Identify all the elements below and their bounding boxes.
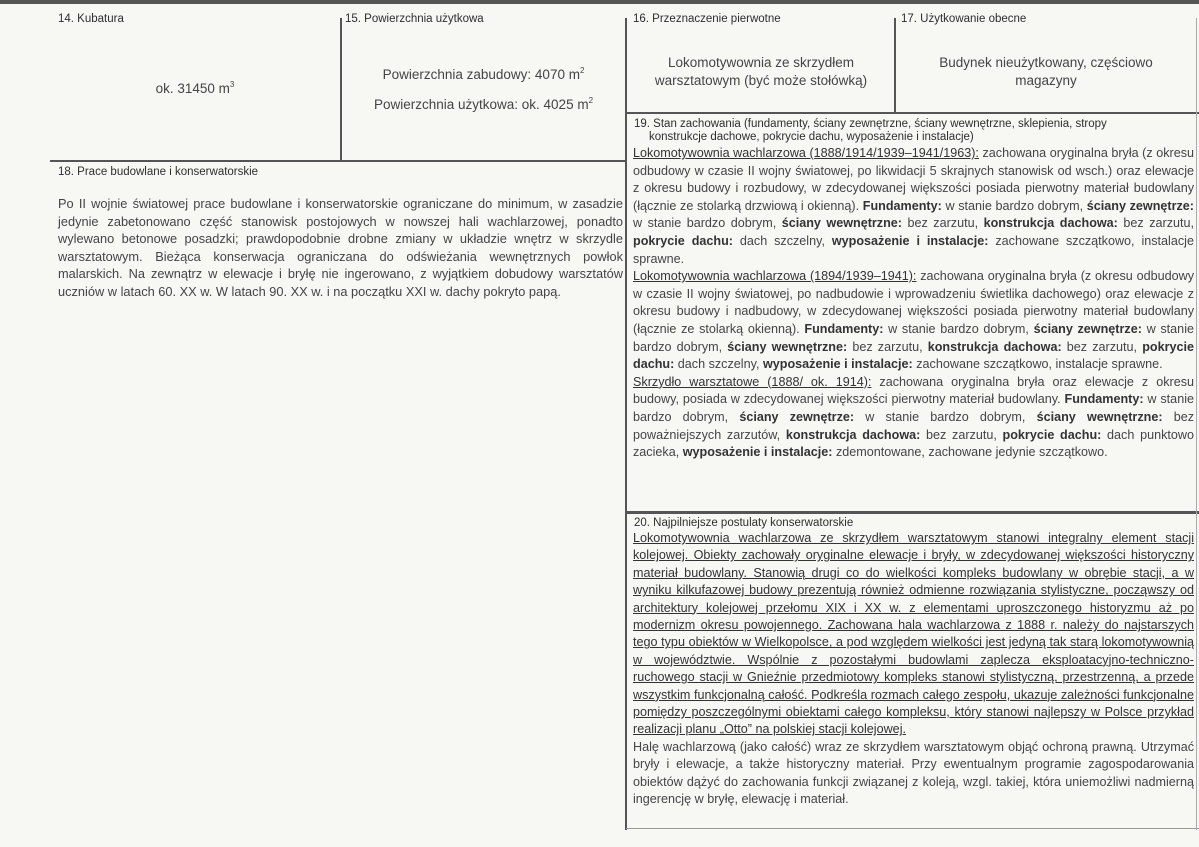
paragraph <box>633 374 1194 462</box>
underlined-heading: Lokomotywownia wachlarzowa ze skrzydłem warsztatowym stanowi integralny element stacji kolejowej. Obiekty zachowały oryginalne elewacje i bryły, w zdecydowanej większości historyczny materiał budowlany. Stanowią drugi co do wielkości kompleks budowlany w obrębie stacji, a w wyniku kilkufazowej budowy prezentują również odmienne rozwiązania stylistyczne, począwszy od architektury kolejowej przełomu XIX i XX w. z elementami uproszczonego historyzmu aż po modernizm okresu powojennego. Zachowana hala wachlarzowa z 1888 r. należy do najstarszych tego typu obiektów w Wielkopolsce, a pod względem wielkości jest jedyną tak starą lokomotywownią w województwie. Wspólnie z pozostałymi budowlami zaplecza eksploatacyjno-techniczno-ruchowego stacji w Gnieźnie przedmiotowy kompleks stanowi stylistyczną, przestrzenną, a przede wszystkim funkcjonalną całość. Podkreśla rozmach całego zespołu, ukazuje zależności funkcjonalne pomiędzy poszczególnymi obiektami całego kompleksu, który stanowi najlepszy w Polsce przykład realizacji planu „Otto” na polskiej stacji kolejowej. <box>633 531 1194 737</box>
bold-label: ściany zewnętrze: <box>1033 321 1142 336</box>
divider <box>1196 18 1197 830</box>
text-run: bez zarzutu, <box>1061 339 1143 354</box>
value: ok. 4025 m <box>518 97 589 112</box>
text-run: zachowana oryginalna bryła (z okresu odbudowy w czasie II wojny światowej, po likwidacji 5 skrajnych stanowisk od wsch.) oraz elewacje z okresu budowy i rozbudowy, w zdecydowanej większości posiada pierwotny materiał budowlany (łącznie ze stolarką drzwiową i okienną). <box>633 146 1194 213</box>
section-header: 16. Przeznaczenie pierwotne <box>633 13 781 25</box>
header-line: 19. Stan zachowania (fundamenty, ściany zewnętrzne, ściany wewnętrzne, sklepienia, stropy <box>634 118 1107 130</box>
bold-label: Fundamenty: <box>1064 392 1144 407</box>
section-header <box>634 118 1194 144</box>
built-area <box>342 66 625 84</box>
text-run: bez zarzutu, <box>920 427 1003 442</box>
bold-label: wyposażenie i instalacje: <box>762 357 913 372</box>
underlined-heading: Lokomotywownia wachlarzowa (1888/1914/1939–1941/1963): <box>633 146 979 160</box>
volume-value <box>50 80 340 98</box>
paragraph <box>633 268 1194 374</box>
bold-label: ściany zewnętrze: <box>1086 198 1195 213</box>
bold-label: wyposażenie i instalacje: <box>682 445 833 460</box>
original-purpose-text <box>628 54 894 90</box>
text-line: Lokomotywownia ze skrzydłem <box>667 55 855 70</box>
bold-label: wyposażenie i instalacje: <box>831 233 989 248</box>
bold-label: Fundamenty: <box>804 321 884 336</box>
condition-text <box>633 145 1194 462</box>
text-run: w stanie bardzo dobrym, <box>633 321 1194 354</box>
text-run: bez zarzutu, <box>902 216 984 231</box>
divider <box>625 18 627 830</box>
bold-label: ściany wewnętrzne: <box>781 216 902 231</box>
text-run: bez poważniejszych zarzutów, <box>633 409 1194 442</box>
bold-label: pokrycie dachu: <box>633 339 1194 372</box>
page-top-edge <box>0 0 1199 4</box>
bold-label: konstrukcja dachowa: <box>983 216 1118 231</box>
usable-area <box>342 96 625 114</box>
text-run: bez zarzutu, <box>847 339 928 354</box>
bold-label: ściany wewnętrzne: <box>1036 409 1163 424</box>
bold-label: pokrycie dachu: <box>1002 427 1102 442</box>
text-run: w stanie bardzo dobrym, <box>883 321 1034 336</box>
text-line: warsztatowym (być może stołówką) <box>654 73 868 88</box>
bold-label: pokrycie dachu: <box>633 233 733 248</box>
section-header: 14. Kubatura <box>58 13 124 25</box>
bold-label: ściany wewnętrzne: <box>727 339 848 354</box>
label: Powierzchnia użytkowa: <box>373 97 519 112</box>
bold-label: konstrukcja dachowa: <box>927 339 1062 354</box>
section-header: 15. Powierzchnia użytkowa <box>345 13 484 25</box>
text-run: zachowana oryginalna bryła oraz elewacje z okresu budowy, posiada w zdecydowanej większości pierwotny materiał budowlany. <box>633 374 1194 407</box>
value-text: ok. 31450 m <box>155 81 230 96</box>
divider <box>626 828 1199 829</box>
section-header: 18. Prace budowlane i konserwatorskie <box>58 166 259 178</box>
text-run: zdemontowane, zachowane jedynie szczątkowo. <box>832 445 1108 460</box>
value: 4070 m <box>531 67 580 82</box>
unit-superscript: 2 <box>588 96 594 105</box>
bold-label: Fundamenty: <box>862 198 942 213</box>
paragraph <box>633 739 1194 809</box>
unit-superscript: 3 <box>229 80 235 89</box>
text-run: Halę wachlarzową (jako całość) wraz ze skrzydłem warsztatowym objąć ochroną prawną. Utrzymać bryły i elewacje, a także historyczny materiał. Przy ewentualnym programie zagospodarowania obiektów dążyć do zachowania funkcji związanej z koleją, wzgl. takiej, która uniemożliwi nadmierną ingerencję w bryłę, elewację i materiał. <box>633 739 1194 807</box>
label: Powierzchnia zabudowy: <box>382 67 532 82</box>
current-use-text <box>896 54 1196 90</box>
underlined-heading: Lokomotywownia wachlarzowa (1894/1939–1941): <box>633 269 917 284</box>
text-run: w stanie bardzo dobrym, <box>854 409 1037 424</box>
section-header: 17. Użytkowanie obecne <box>901 13 1027 25</box>
text-run: zachowane szczątkowo, instalacje sprawne. <box>912 357 1163 372</box>
section-header: 20. Najpilniejsze postulaty konserwatorskie <box>634 517 854 529</box>
text-run: w stanie bardzo dobrym, <box>941 198 1087 213</box>
paragraph <box>633 530 1194 739</box>
bold-label: ściany zewnętrze: <box>739 409 855 424</box>
divider <box>340 18 342 161</box>
underlined-heading: Skrzydło warsztatowe (1888/ ok. 1914): <box>633 374 872 389</box>
text-run: zachowane szczątkowo, instalacje sprawne. <box>633 233 1194 266</box>
text-run: bez zarzutu, <box>1117 216 1194 231</box>
divider <box>626 112 1199 114</box>
text-run: w stanie bardzo dobrym, <box>633 392 1194 424</box>
header-line: konstrukcje dachowe, pokrycie dachu, wyposażenie i instalacje) <box>649 131 974 143</box>
text-run: w stanie bardzo dobrym, <box>633 216 782 231</box>
text-line: magazyny <box>1015 73 1077 88</box>
unit-superscript: 2 <box>579 66 585 75</box>
postulates-text <box>633 530 1194 809</box>
bold-label: konstrukcja dachowa: <box>785 427 921 442</box>
divider <box>50 160 626 162</box>
text-run: dach punktowo zacieka, <box>633 427 1194 460</box>
text-run: dach szczelny, <box>732 233 832 248</box>
paragraph <box>633 145 1194 268</box>
text-run: dach szczelny, <box>674 357 763 372</box>
text-line: Budynek nieużytkowany, częściowo <box>939 55 1153 70</box>
works-text: Po II wojnie światowej prace budowlane i konserwatorskie ograniczane do minimum, w zasadzie jedynie zabetonowano część stanowisk postojowych w nowszej hali wachlarzowej, ponadto wylewano betonowe posadzki; prawdopodobnie drobne zmiany w układzie wnętrz w skrzydle warsztatowym. Bieżąca konserwacja ograniczana do odświeżania wewnętrznych powłok malarskich. Na zewnątrz w elewacje i bryłę nie ingerowano, z wyjątkiem dobudowy warsztatów uczniów w latach 60. XX w. W latach 90. XX w. i na początku XXI w. dachy pokryto papą. <box>58 196 623 299</box>
text-run: zachowana oryginalna bryła (z okresu odbudowy w czasie II wojny światowej, po nadbudowie i wprowadzeniu świetlika dachowego) oraz elewacje z okresu budowy i nadbudowy, w zdecydowanej większości posiada pierwotny materiał budowlany (łącznie ze stolarką okienną). <box>633 269 1194 336</box>
divider <box>626 511 1199 514</box>
